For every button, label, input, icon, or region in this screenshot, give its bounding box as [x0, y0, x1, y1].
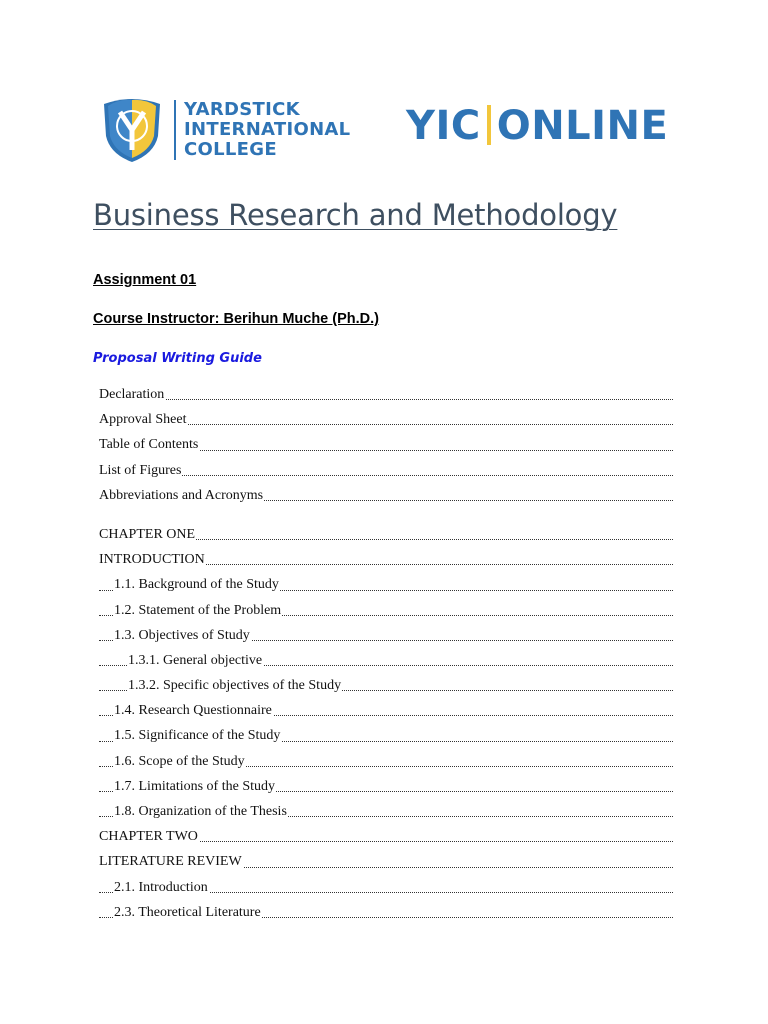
toc-entry [99, 799, 673, 824]
toc-entry [99, 598, 673, 623]
college-name-line: INTERNATIONAL [184, 119, 351, 140]
proposal-guide-heading: Proposal Writing Guide [93, 351, 262, 366]
toc-entry-label: Abbreviations and Acronyms [99, 487, 264, 503]
toc-entry-label: CHAPTER TWO [99, 829, 198, 845]
toc-entry-label: 1.8. Organization of the Thesis [114, 804, 287, 819]
toc-entry-label: 1.2. Statement of the Problem [114, 602, 282, 618]
toc-entry-label: Table of Contents [99, 437, 199, 453]
toc-entry-label: CHAPTER ONE [99, 526, 196, 542]
toc-entry-label: LITERATURE REVIEW [99, 854, 242, 870]
college-name-line: COLLEGE [184, 139, 277, 160]
toc-entry [99, 522, 673, 547]
toc-entry [99, 483, 673, 508]
online-text: ONLINE [496, 103, 669, 149]
toc-entry [99, 547, 673, 572]
toc-entry-label: 1.3.1. General objective [128, 652, 263, 668]
toc-entry [99, 623, 673, 648]
toc-dot-leader [99, 399, 673, 400]
toc-entry-label: 1.4. Research Questionnaire [114, 703, 272, 719]
toc-entry-label: 2.3. Theoretical Literature [114, 904, 261, 920]
toc-entry [99, 900, 673, 925]
toc-entry [99, 432, 673, 457]
header [100, 96, 670, 166]
toc-entry [99, 824, 673, 849]
toc-entry-label: 1.1. Background of the Study [114, 577, 279, 593]
toc-entry-label: 2.1. Introduction [114, 879, 208, 895]
toc-entry [99, 698, 673, 723]
toc-entry [99, 382, 673, 407]
table-of-contents [99, 382, 673, 925]
toc-entry-label: 1.3. Objectives of Study [114, 627, 250, 643]
toc-entry [99, 458, 673, 483]
toc-entry-label: 1.6. Scope of the Study [114, 753, 245, 769]
document-title: Business Research and Methodology [93, 198, 618, 232]
toc-entry [99, 407, 673, 432]
course-instructor: Course Instructor: Berihun Muche (Ph.D.) [93, 311, 379, 327]
yic-online-logo [406, 104, 668, 148]
toc-entry [99, 572, 673, 597]
yic-logo-bar [487, 105, 491, 145]
toc-entry [99, 774, 673, 799]
toc-entry [99, 875, 673, 900]
yic-text: YIC [406, 103, 481, 149]
college-shield-logo-icon [100, 96, 164, 164]
toc-entry-label: 1.5. Significance of the Study [114, 728, 281, 744]
toc-entry-label: 1.7. Limitations of the Study [114, 778, 275, 794]
toc-entry [99, 749, 673, 774]
college-name [184, 100, 350, 160]
toc-entry-label: INTRODUCTION [99, 552, 205, 568]
toc-entry [99, 673, 673, 698]
toc-entry-label: Approval Sheet [99, 412, 187, 428]
toc-entry [99, 849, 673, 874]
college-name-line: YARDSTICK [184, 99, 300, 120]
toc-entry-label: Declaration [99, 387, 165, 402]
toc-dot-leader [99, 475, 673, 476]
toc-entry [99, 723, 673, 748]
toc-entry [99, 648, 673, 673]
toc-entry-label: List of Figures [99, 462, 182, 478]
logo-divider [174, 100, 176, 160]
assignment-heading: Assignment 01 [93, 272, 197, 288]
toc-entry-label: 1.3.2. Specific objectives of the Study [128, 678, 342, 694]
